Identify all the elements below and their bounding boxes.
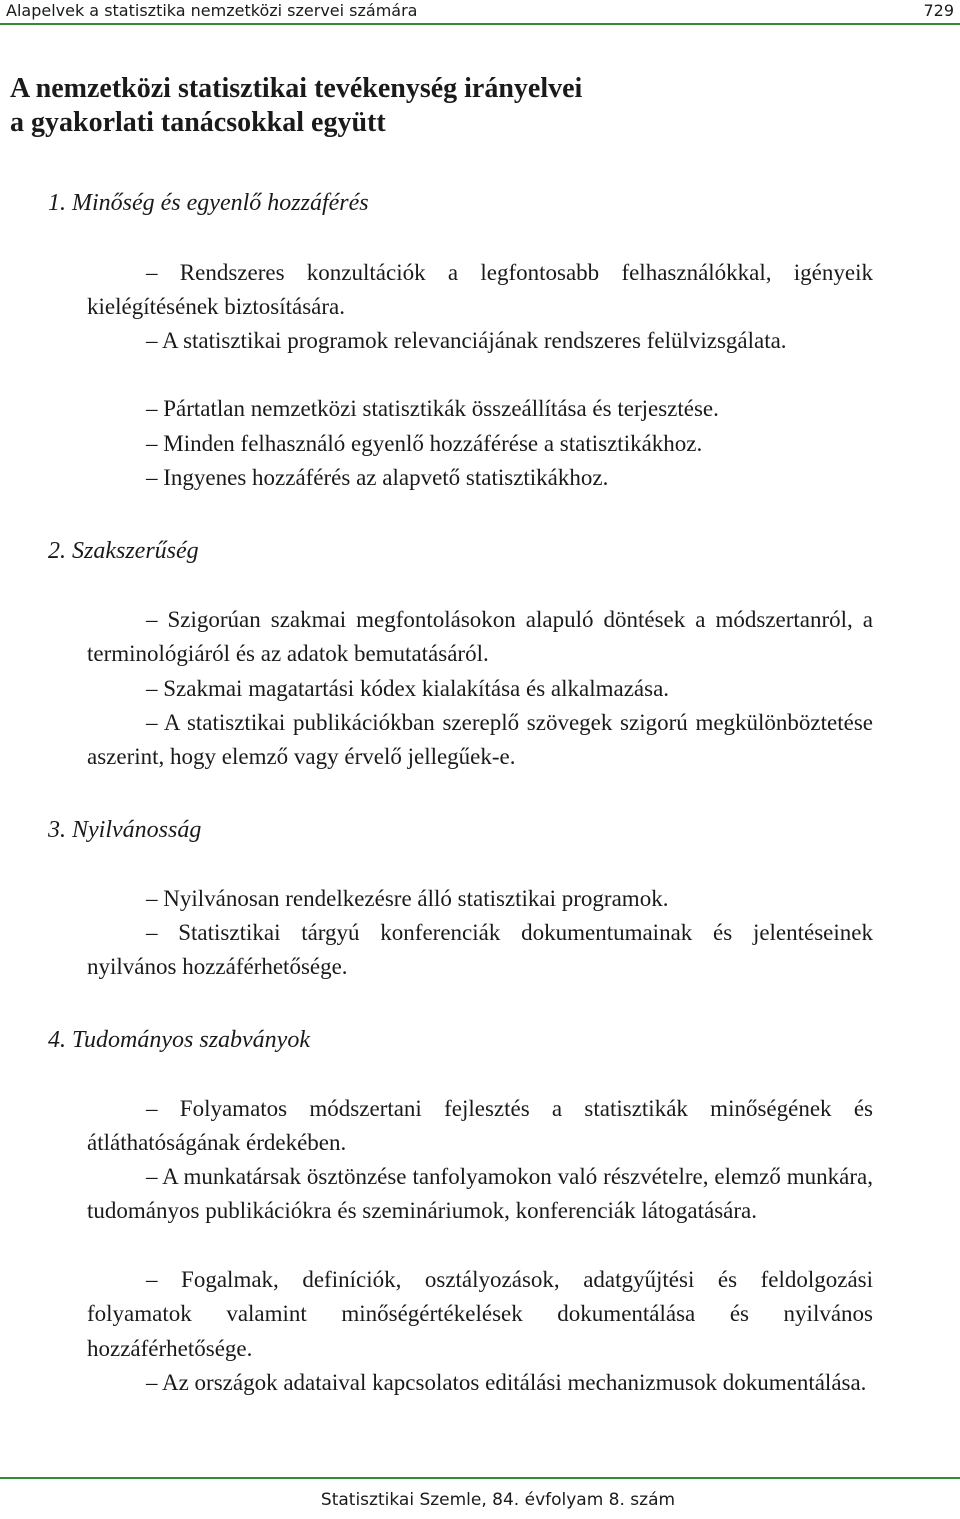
header-rule [0,23,960,25]
footer-rule [0,1477,960,1479]
page-number: 729 [923,1,954,20]
list-item: – Pártatlan nemzetközi statisztikák összeállítása és terjesztése. [146,396,719,421]
section-heading-2: 2. Szakszerűség [48,538,199,564]
section-heading-3: 3. Nyilvánosság [48,817,202,843]
page-footer: Statisztikai Szemle, 84. évfolyam 8. szám [320,1490,676,1510]
page-title [10,72,582,140]
list-item: – A munkatársak ösztönzése tanfolyamokon való részvételre, elemző munkára, tudományos publikációkra és szemináriumok, konferenciák látogatására. [87,1164,873,1224]
list-item: – Ingyenes hozzáférés az alapvető statisztikákhoz. [146,465,609,490]
list-item: – Rendszeres konzultációk a legfontosabb felhasználókkal, igényeik kielégítésének biztosítására. [87,260,873,320]
list-item: – Minden felhasználó egyenlő hozzáférése a statisztikákhoz. [146,431,703,456]
list-item: – Szigorúan szakmai megfontolásokon alapuló döntések a módszertanról, a terminológiáról és az adatok bemutatásáról. [87,607,873,667]
page-title-line-1: A nemzetközi statisztikai tevékenység irányelvei [10,73,583,104]
list-item: – Szakmai magatartási kódex kialakítása és alkalmazása. [146,676,670,701]
running-header-title: Alapelvek a statisztika nemzetközi szervei számára [6,1,418,20]
section-heading-4: 4. Tudományos szabványok [48,1027,310,1053]
section-heading-1: 1. Minőség és egyenlő hozzáférés [48,190,369,216]
list-item: – Fogalmak, definíciók, osztályozások, adatgyűjtési és feldolgozási folyamatok valamint minőségértékelések dokumentálása és nyilvános hozzáférhetősége. [87,1267,873,1361]
list-item: – Folyamatos módszertani fejlesztés a statisztikák minőségének és átláthatóságának érdekében. [87,1096,873,1156]
running-header [6,0,954,22]
page-title-line-2: a gyakorlati tanácsokkal együtt [10,107,386,138]
list-item: – Nyilvánosan rendelkezésre álló statisztikai programok. [146,886,669,911]
list-item: – Statisztikai tárgyú konferenciák dokumentumainak és jelentéseinek nyilvános hozzáférhetősége. [87,920,873,980]
list-item: – Az országok adataival kapcsolatos editálási mechanizmusok dokumentálása. [146,1370,867,1395]
list-item: – A statisztikai publikációkban szereplő szövegek szigorú megkülönböztetése aszerint, hogy elemző vagy érvelő jellegűek-e. [87,710,873,770]
list-item: – A statisztikai programok relevanciájának rendszeres felülvizsgálata. [146,328,787,353]
